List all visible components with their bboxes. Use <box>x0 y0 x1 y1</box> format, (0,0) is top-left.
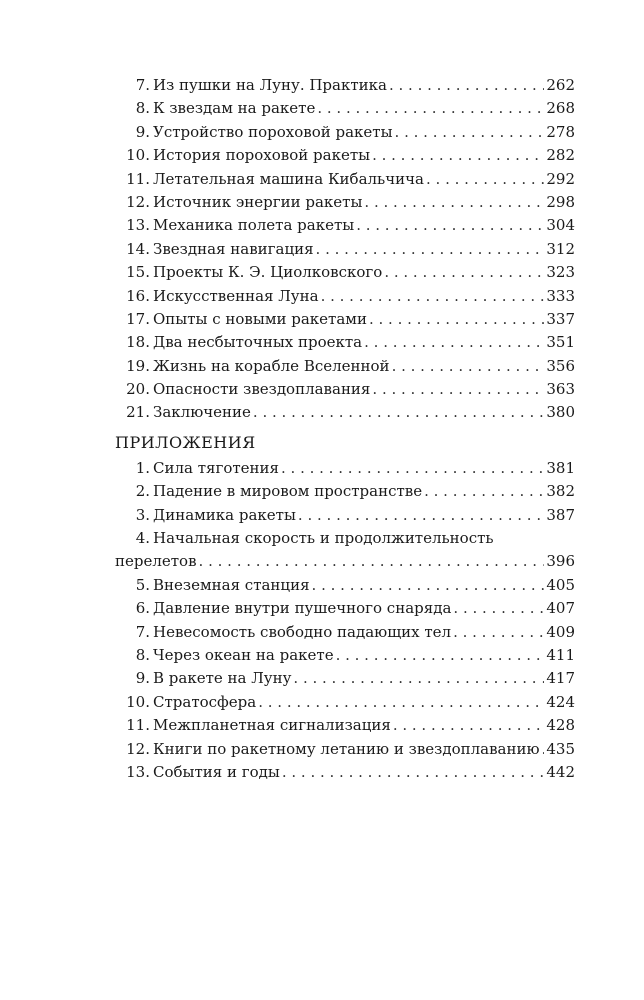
toc-entry[interactable] <box>115 480 575 503</box>
toc-entry[interactable] <box>115 191 575 214</box>
leader-dots <box>281 457 544 480</box>
entry-title: В ракете на Луну <box>153 669 292 688</box>
entry-number: 11. <box>126 169 150 188</box>
leader-dots <box>369 308 544 331</box>
leader-dots <box>199 550 545 573</box>
entry-title: К звездам на ракете <box>153 99 316 118</box>
appendix-heading: ПРИЛОЖЕНИЯ <box>115 432 256 452</box>
entry-number: 15. <box>126 263 150 282</box>
entry-title: Давление внутри пушечного снаряда <box>153 599 452 618</box>
entry-title: Опасности звездоплавания <box>153 380 371 399</box>
entry-number: 8. <box>135 645 150 664</box>
leader-dots <box>424 480 544 503</box>
entry-page-number: 405 <box>546 575 575 594</box>
entry-page-number: 323 <box>546 263 575 282</box>
entry-number: 1. <box>135 458 150 477</box>
leader-dots <box>372 378 544 401</box>
leader-dots <box>392 355 545 378</box>
entry-page-number: 380 <box>546 403 575 422</box>
toc-entry[interactable] <box>115 401 575 424</box>
entry-page-number: 411 <box>546 645 575 664</box>
entry-page-number: 381 <box>546 458 575 477</box>
entry-title: История пороховой ракеты <box>153 146 371 165</box>
entry-page-number: 428 <box>546 716 575 735</box>
entry-number: 5. <box>135 575 150 594</box>
toc-entry[interactable] <box>115 644 575 667</box>
entry-page-number: 262 <box>546 76 575 94</box>
entry-title: Невесомость свободно падающих тел <box>153 622 452 641</box>
toc-entry[interactable] <box>115 621 575 644</box>
entry-page-number: 442 <box>546 762 575 781</box>
toc-entry[interactable] <box>115 691 575 714</box>
entry-number: 9. <box>135 669 150 688</box>
entry-title: Звездная навигация <box>153 239 314 258</box>
toc-entry[interactable] <box>115 308 575 331</box>
entry-page-number: 292 <box>546 169 575 188</box>
entry-number: 12. <box>126 739 150 758</box>
entry-number: 11. <box>126 716 150 735</box>
entry-page-number: 351 <box>546 333 575 352</box>
entry-title: Начальная скорость и продолжительность <box>153 529 494 548</box>
main-chapter-list <box>115 74 575 425</box>
entry-number: 2. <box>135 482 150 501</box>
entry-number: 4. <box>135 529 150 548</box>
entry-title: События и годы <box>153 762 280 781</box>
leader-dots <box>389 74 544 97</box>
toc-entry[interactable] <box>115 355 575 378</box>
entry-number: 13. <box>126 216 150 235</box>
leader-dots <box>317 97 544 120</box>
toc-entry[interactable] <box>115 504 575 527</box>
entry-page-number: 409 <box>546 622 575 641</box>
entry-number: 21. <box>126 403 150 422</box>
leader-dots <box>336 644 545 667</box>
entry-title: Проекты К. Э. Циолковского <box>153 263 383 282</box>
table-of-contents <box>115 74 575 784</box>
toc-entry[interactable] <box>115 144 575 167</box>
toc-entry[interactable] <box>115 378 575 401</box>
entry-page-number: 312 <box>546 239 575 258</box>
entry-page-number: 435 <box>546 739 575 758</box>
entry-number: 6. <box>135 599 150 618</box>
entry-page-number: 417 <box>546 669 575 688</box>
leader-dots <box>384 261 544 284</box>
entry-number: 20. <box>126 380 150 399</box>
leader-dots <box>453 597 544 620</box>
toc-entry[interactable] <box>115 238 575 261</box>
leader-dots <box>293 667 544 690</box>
entry-number: 7. <box>135 76 150 94</box>
leader-dots <box>282 761 545 784</box>
entry-number: 3. <box>135 505 150 524</box>
entry-title: Динамика ракеты <box>153 505 296 524</box>
entry-page-number: 363 <box>546 380 575 399</box>
entry-number: 9. <box>135 122 150 141</box>
entry-title: Из пушки на Луну. Практика <box>153 76 387 94</box>
toc-entry[interactable] <box>115 527 575 574</box>
entry-page-number: 356 <box>546 356 575 375</box>
entry-page-number: 333 <box>546 286 575 305</box>
entry-title: Стратосфера <box>153 692 257 711</box>
leader-dots <box>364 191 544 214</box>
leader-dots <box>258 691 544 714</box>
entry-number: 8. <box>135 99 150 118</box>
toc-entry[interactable] <box>115 714 575 737</box>
entry-title: Через океан на ракете <box>153 645 334 664</box>
entry-page-number: 282 <box>546 146 575 165</box>
entry-number: 18. <box>126 333 150 352</box>
toc-entry[interactable] <box>115 285 575 308</box>
entry-title: Механика полета ракеты <box>153 216 355 235</box>
entry-number: 12. <box>126 192 150 211</box>
entry-number: 10. <box>126 146 150 165</box>
entry-number: 16. <box>126 286 150 305</box>
entry-page-number: 396 <box>546 552 575 571</box>
entry-title: Устройство пороховой ракеты <box>153 122 393 141</box>
appendix-list <box>115 457 575 784</box>
leader-dots <box>356 214 544 237</box>
entry-number: 17. <box>126 309 150 328</box>
entry-page-number: 407 <box>546 599 575 618</box>
toc-entry[interactable] <box>115 738 575 761</box>
toc-entry[interactable] <box>115 597 575 620</box>
leader-dots <box>253 401 544 424</box>
entry-title: Искусственная Луна <box>153 286 319 305</box>
toc-entry[interactable] <box>115 261 575 284</box>
entry-number: 19. <box>126 356 150 375</box>
leader-dots <box>312 574 545 597</box>
entry-title: Источник энергии ракеты <box>153 192 363 211</box>
leader-dots <box>395 121 545 144</box>
entry-page-number: 382 <box>546 482 575 501</box>
entry-title: Книги по ракетному летанию и звездоплаванию <box>153 739 540 758</box>
leader-dots <box>393 714 545 737</box>
entry-number: 10. <box>126 692 150 711</box>
entry-page-number: 298 <box>546 192 575 211</box>
toc-entry[interactable] <box>115 457 575 480</box>
leader-dots <box>321 285 545 308</box>
entry-number: 7. <box>135 622 150 641</box>
toc-entry[interactable] <box>115 121 575 144</box>
entry-page-number: 278 <box>546 122 575 141</box>
entry-title: Сила тяготения <box>153 458 279 477</box>
toc-entry[interactable] <box>115 761 575 784</box>
entry-title: Внеземная станция <box>153 575 310 594</box>
toc-entry[interactable] <box>115 667 575 690</box>
toc-entry[interactable] <box>115 97 575 120</box>
entry-number: 13. <box>126 762 150 781</box>
entry-number: 14. <box>126 239 150 258</box>
leader-dots <box>372 144 544 167</box>
leader-dots <box>298 504 544 527</box>
toc-entry[interactable] <box>115 331 575 354</box>
toc-entry[interactable] <box>115 168 575 191</box>
entry-title: Межпланетная сигнализация <box>153 716 391 735</box>
entry-page-number: 304 <box>546 216 575 235</box>
leader-dots <box>316 238 545 261</box>
leader-dots <box>426 168 544 191</box>
leader-dots <box>453 621 544 644</box>
entry-page-number: 424 <box>546 692 575 711</box>
entry-title: Падение в мировом пространстве <box>153 482 423 501</box>
entry-page-number: 337 <box>546 309 575 328</box>
entry-page-number: 268 <box>546 99 575 118</box>
toc-entry[interactable] <box>115 74 575 97</box>
entry-title: Опыты с новыми ракетами <box>153 309 367 328</box>
entry-title: Летательная машина Кибальчича <box>153 169 424 188</box>
entry-page-number: 387 <box>546 505 575 524</box>
entry-title: Два несбыточных проекта <box>153 333 363 352</box>
entry-title: Жизнь на корабле Вселенной <box>153 356 390 375</box>
leader-dots <box>364 331 544 354</box>
entry-title: Заключение <box>153 403 251 422</box>
toc-entry[interactable] <box>115 214 575 237</box>
entry-title-continued: перелетов <box>115 552 197 571</box>
toc-entry[interactable] <box>115 574 575 597</box>
